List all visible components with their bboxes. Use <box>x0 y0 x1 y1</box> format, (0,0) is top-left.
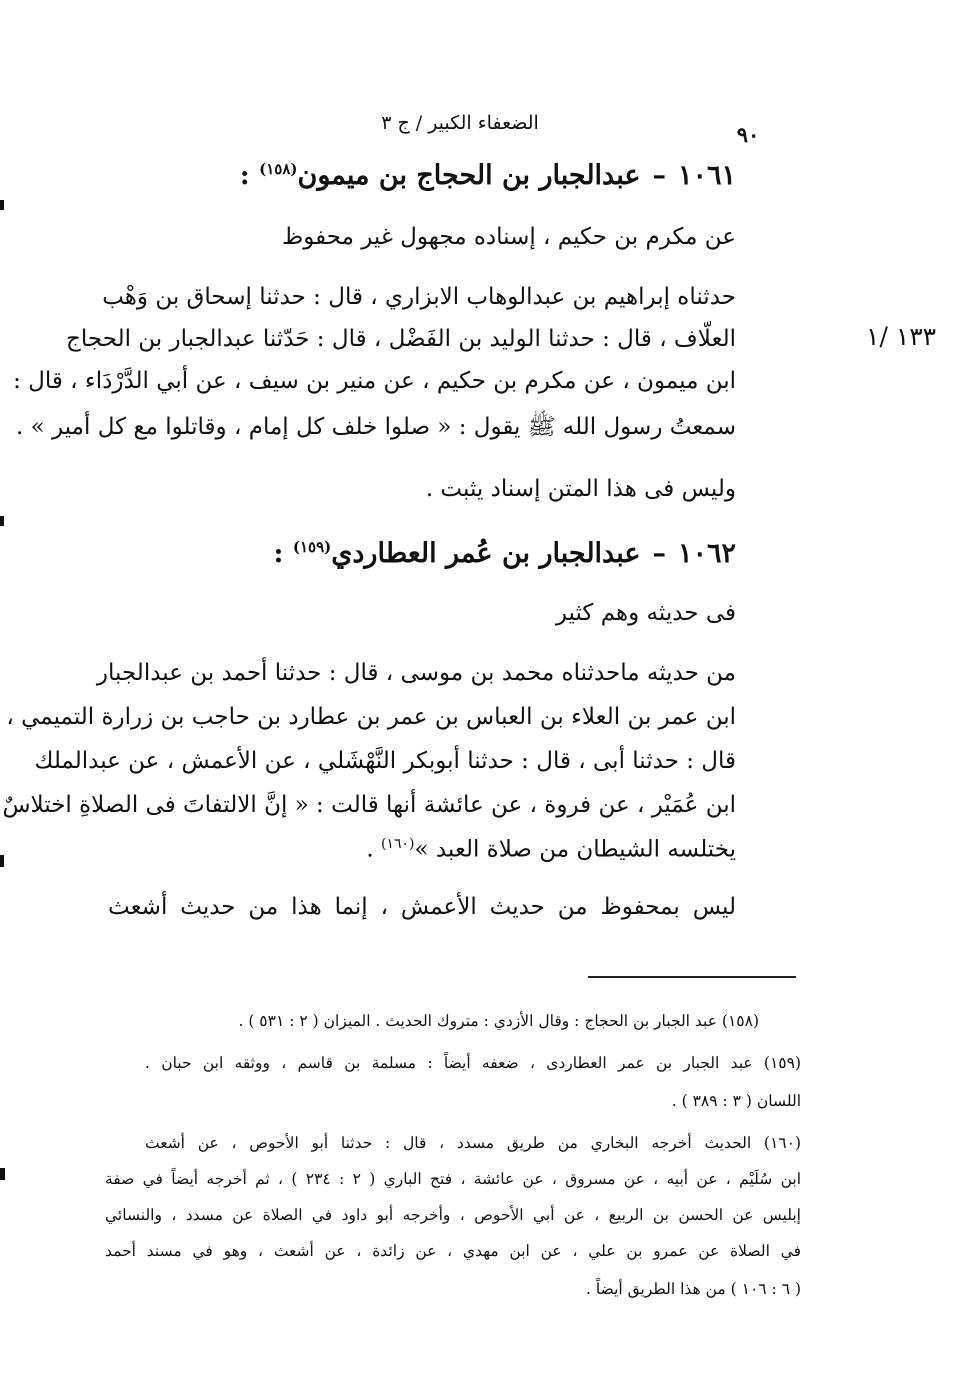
footnote-159-cont: اللسان ( ٣ : ٣٨٩ ) . <box>671 1092 801 1110</box>
footnote-160-cont: في الصلاة عن عمرو بن علي ، عن ابن مهدي ، عن زائدة ، عن أشعث ، وهو في مسند أحمد <box>105 1242 801 1260</box>
footnote-160-cont: إبليس عن الحسن بن الربيع ، عن أبي الأحوص ، وأخرجه أبو داود في الصلاة عن مسدد ، والنسائي <box>105 1206 801 1224</box>
entry-colon: : <box>239 160 250 191</box>
footnote-160: (١٦٠) الحديث أخرجه البخاري من طريق مسدد ، قال : حدثنا أبو الأحوص ، عن أشعث <box>145 1134 801 1152</box>
margin-reference: ١٣٣ /١ <box>866 322 937 351</box>
entry-closing: وليس فى هذا المتن إسناد يثبت . <box>425 476 736 502</box>
text-line <box>366 836 736 863</box>
footnote-ref: (١٥٨) <box>259 160 298 178</box>
entry-colon: : <box>273 538 284 569</box>
entry-heading-1062 <box>274 538 737 569</box>
text-line: ابن عمر بن العلاء بن العباس بن عمر بن عطارد بن حاجب بن زرارة التميمي ، <box>6 704 736 730</box>
entry-title: عبدالجبار بن عُمر العطاردي <box>331 538 641 569</box>
page-number: ٩٠ <box>736 122 760 147</box>
text-line: ابن ميمون ، عن مكرم بن حكيم ، عن منير بن سيف ، عن أبي الدَّرْدَاء ، قال : <box>13 368 736 394</box>
footnote-159: (١٥٩) عبد الجبار بن عمر العطاردى ، ضعفه أيضاً : مسلمة بن قاسم ، ووثقه ابن حبان . <box>145 1054 801 1072</box>
running-title: الضعفاء الكبير / ج ٣ <box>381 112 539 134</box>
text-line: من حديثه ماحدثناه محمد بن موسى ، قال : حدثنا أحمد بن عبدالجبار <box>96 660 736 686</box>
entry-title: عبدالجبار بن الحجاج بن ميمون <box>297 160 641 191</box>
text-segment: . <box>366 836 374 863</box>
entry-subtitle: عن مكرم بن حكيم ، إسناده مجهول غير محفوظ <box>281 224 736 250</box>
entry-heading-1061 <box>240 160 736 191</box>
text-line: سمعتُ رسول الله ﷺ يقول : « صلوا خلف كل إمام ، وقاتلوا مع كل أمير » . <box>16 414 736 440</box>
entry-number: ١٠٦٢ <box>677 538 736 569</box>
entry-number: ١٠٦١ <box>677 160 736 191</box>
footnote-160-cont: ( ٦ : ١٠٦ ) من هذا الطريق أيضاً . <box>586 1280 801 1298</box>
footnote-158: (١٥٨) عبد الجبار بن الحجاج : وقال الأزدي : متروك الحديث . الميزان ( ٢ : ٥٣١ ) . <box>238 1012 759 1030</box>
entry-dash: – <box>652 538 666 569</box>
entry-closing: ليس بمحفوظ من حديث الأعمش ، إنما هذا من حديث أشعث <box>108 894 736 920</box>
scan-edge-mark <box>0 855 4 867</box>
text-segment: يختلسه الشيطان من صلاة العبد » <box>414 836 736 863</box>
text-line: قال : حدثنا أبى ، قال : حدثنا أبوبكر النَّهْشَلي ، عن الأعمش ، عن عبدالملك <box>34 748 736 774</box>
text-line: العلّاف ، قال : حدثنا الوليد بن الفَضْل ، قال : حَدّثنا عبدالجبار بن الحجاج <box>66 326 736 352</box>
entry-dash: – <box>652 160 666 191</box>
footnote-ref: (١٦٠) <box>380 836 415 852</box>
scan-edge-mark <box>0 1168 5 1180</box>
scan-edge-mark <box>0 516 4 526</box>
footnote-160-cont: ابن سُلَيْم ، عن أبيه ، عن مسروق ، عن عائشة ، فتح الباري ( ٢ : ٢٣٤ ) ، ثم أخرجه أيضاً في صفة <box>105 1170 801 1188</box>
footnote-rule <box>588 976 796 978</box>
footnote-ref: (١٥٩) <box>292 538 332 556</box>
text-line: ابن عُمَيْر ، عن فروة ، عن عائشة أنها قالت : « إنَّ الالتفاتَ فى الصلاةِ اختلاسٌ <box>2 792 736 818</box>
text-line: حدثناه إبراهيم بن عبدالوهاب الابزاري ، قال : حدثنا إسحاق بن وَهْب <box>102 284 736 310</box>
entry-subtitle: فى حديثه وهم كثير <box>555 600 736 626</box>
scan-edge-mark <box>0 200 4 210</box>
